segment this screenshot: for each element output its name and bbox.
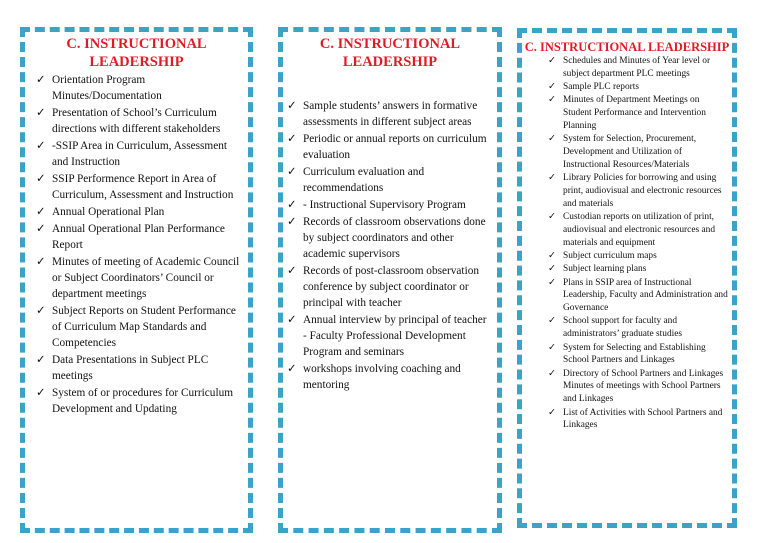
checklist — [25, 72, 248, 417]
panel-title: C. INSTRUCTIONAL LEADERSHIP — [524, 40, 730, 54]
panel-left — [20, 27, 253, 533]
item-text: Presentation of School’s Curriculum directions with different stakeholders — [52, 107, 221, 135]
check-icon: ✓ — [287, 100, 297, 112]
item-text: Minutes of meeting of Academic Council or Subject Coordinators’ Council or department meetings — [52, 256, 240, 300]
check-icon: ✓ — [548, 316, 556, 327]
panel-middle — [278, 27, 502, 533]
check-icon: ✓ — [287, 265, 297, 277]
list-item — [548, 55, 728, 81]
list-item — [548, 407, 728, 433]
item-text: Records of post-classroom observation conference by subject coordinator or principal with teacher — [303, 265, 480, 309]
panel-title: C. INSTRUCTIONAL LEADERSHIP — [319, 36, 461, 70]
panel-right — [517, 28, 737, 528]
item-text: Annual interview by principal of teacher - Faculty Professional Development Program and seminars — [303, 314, 487, 358]
list-item — [36, 254, 244, 302]
check-icon: ✓ — [36, 74, 46, 86]
item-text: Custodian reports on utilization of print, audiovisual and electronic resources and materials and equipment — [563, 212, 716, 248]
check-icon: ✓ — [548, 342, 556, 353]
list-item — [36, 171, 244, 203]
item-text: Library Policies for borrowing and using print, audiovisual and electronic resources and materials — [563, 173, 722, 209]
list-item — [36, 72, 244, 104]
item-text: Sample PLC reports — [563, 82, 640, 93]
list-item — [287, 263, 493, 311]
check-icon: ✓ — [36, 354, 46, 366]
list-item — [36, 105, 244, 137]
item-text: School support for faculty and administrators’ graduate studies — [563, 316, 683, 340]
list-item — [548, 250, 728, 263]
item-text: Plans in SSIP area of Instructional Leadership, Faculty and Administration and Governance — [563, 277, 728, 314]
list-item — [548, 94, 728, 132]
item-text: Records of classroom observations done by subject coordinators and other academic supervisors — [303, 216, 486, 260]
check-icon: ✓ — [36, 223, 46, 235]
list-item — [287, 197, 493, 213]
item-text: Sample students’ answers in formative assessments in different subject areas — [303, 100, 478, 128]
list-item — [36, 385, 244, 417]
item-text: System of or procedures for Curriculum Development and Updating — [52, 387, 234, 415]
item-text: Data Presentations in Subject PLC meetings — [52, 354, 209, 382]
item-text: SSIP Performence Report in Area of Curriculum, Assessment and Instruction — [52, 173, 234, 201]
check-icon: ✓ — [548, 173, 556, 184]
item-text: workshops involving coaching and mentoring — [303, 363, 461, 391]
item-text: Annual Operational Plan Performance Report — [52, 223, 225, 251]
item-text: System for Selection, Procurement, Development and Utilization of Instructional Resources/Materials — [563, 134, 697, 170]
item-text: Curriculum evaluation and recommendations — [303, 166, 425, 194]
check-icon: ✓ — [548, 264, 556, 275]
list-item — [287, 98, 493, 130]
list-item — [36, 138, 244, 170]
checklist — [522, 55, 732, 432]
panel-title: C. INSTRUCTIONAL LEADERSHIP — [66, 36, 207, 70]
item-text: Directory of School Partners and Linkages Minutes of meetings with School Partners and Linkages — [563, 368, 724, 405]
check-icon: ✓ — [548, 212, 556, 223]
check-icon: ✓ — [287, 363, 297, 375]
check-icon: ✓ — [287, 199, 297, 211]
list-item — [548, 315, 728, 341]
item-text: List of Activities with School Partners and Linkages — [563, 407, 723, 431]
list-item — [548, 211, 728, 249]
list-item — [36, 204, 244, 220]
check-icon: ✓ — [36, 305, 46, 317]
list-item — [548, 342, 728, 368]
list-item — [287, 312, 493, 360]
check-icon: ✓ — [287, 216, 297, 228]
item-text: Subject Reports on Student Performance of Curriculum Map Standards and Competencies — [52, 305, 236, 349]
list-item — [548, 277, 728, 315]
check-icon: ✓ — [287, 133, 297, 145]
check-icon: ✓ — [548, 95, 556, 106]
item-text: Orientation Program Minutes/Documentation — [52, 74, 162, 102]
item-text: Periodic or annual reports on curriculum evaluation — [303, 133, 487, 161]
check-icon: ✓ — [548, 56, 556, 66]
check-icon: ✓ — [548, 82, 556, 93]
item-text: System for Selecting and Establishing School Partners and Linkages — [563, 342, 706, 366]
check-icon: ✓ — [548, 277, 556, 288]
list-item — [36, 352, 244, 384]
item-text: Minutes of Department Meetings on Student Performance and Intervention Planning — [563, 95, 706, 131]
check-icon: ✓ — [36, 256, 46, 268]
list-item — [36, 303, 244, 351]
check-icon: ✓ — [36, 107, 46, 119]
list-item — [548, 172, 728, 210]
check-icon: ✓ — [36, 206, 46, 218]
list-item — [548, 133, 728, 171]
list-item — [548, 263, 728, 276]
check-icon: ✓ — [548, 407, 556, 418]
list-item — [548, 81, 728, 94]
item-text: Annual Operational Plan — [52, 206, 165, 218]
check-icon: ✓ — [548, 368, 556, 379]
item-text: - Instructional Supervisory Program — [303, 199, 466, 211]
list-item — [548, 368, 728, 406]
check-icon: ✓ — [36, 140, 46, 152]
checklist — [283, 98, 497, 393]
check-icon: ✓ — [548, 250, 556, 261]
check-icon: ✓ — [287, 166, 297, 178]
check-icon: ✓ — [36, 387, 46, 399]
item-text: Subject curriculum maps — [563, 250, 657, 261]
list-item — [287, 361, 493, 393]
item-text: Subject learning plans — [563, 264, 647, 275]
check-icon: ✓ — [548, 134, 556, 145]
list-item — [36, 221, 244, 253]
list-item — [287, 214, 493, 262]
list-item — [287, 164, 493, 196]
item-text: -SSIP Area in Curriculum, Assessment and Instruction — [52, 140, 227, 168]
item-text: Schedules and Minutes of Year level or subject department PLC meetings — [563, 56, 711, 79]
check-icon: ✓ — [287, 314, 297, 326]
list-item — [287, 131, 493, 163]
check-icon: ✓ — [36, 173, 46, 185]
